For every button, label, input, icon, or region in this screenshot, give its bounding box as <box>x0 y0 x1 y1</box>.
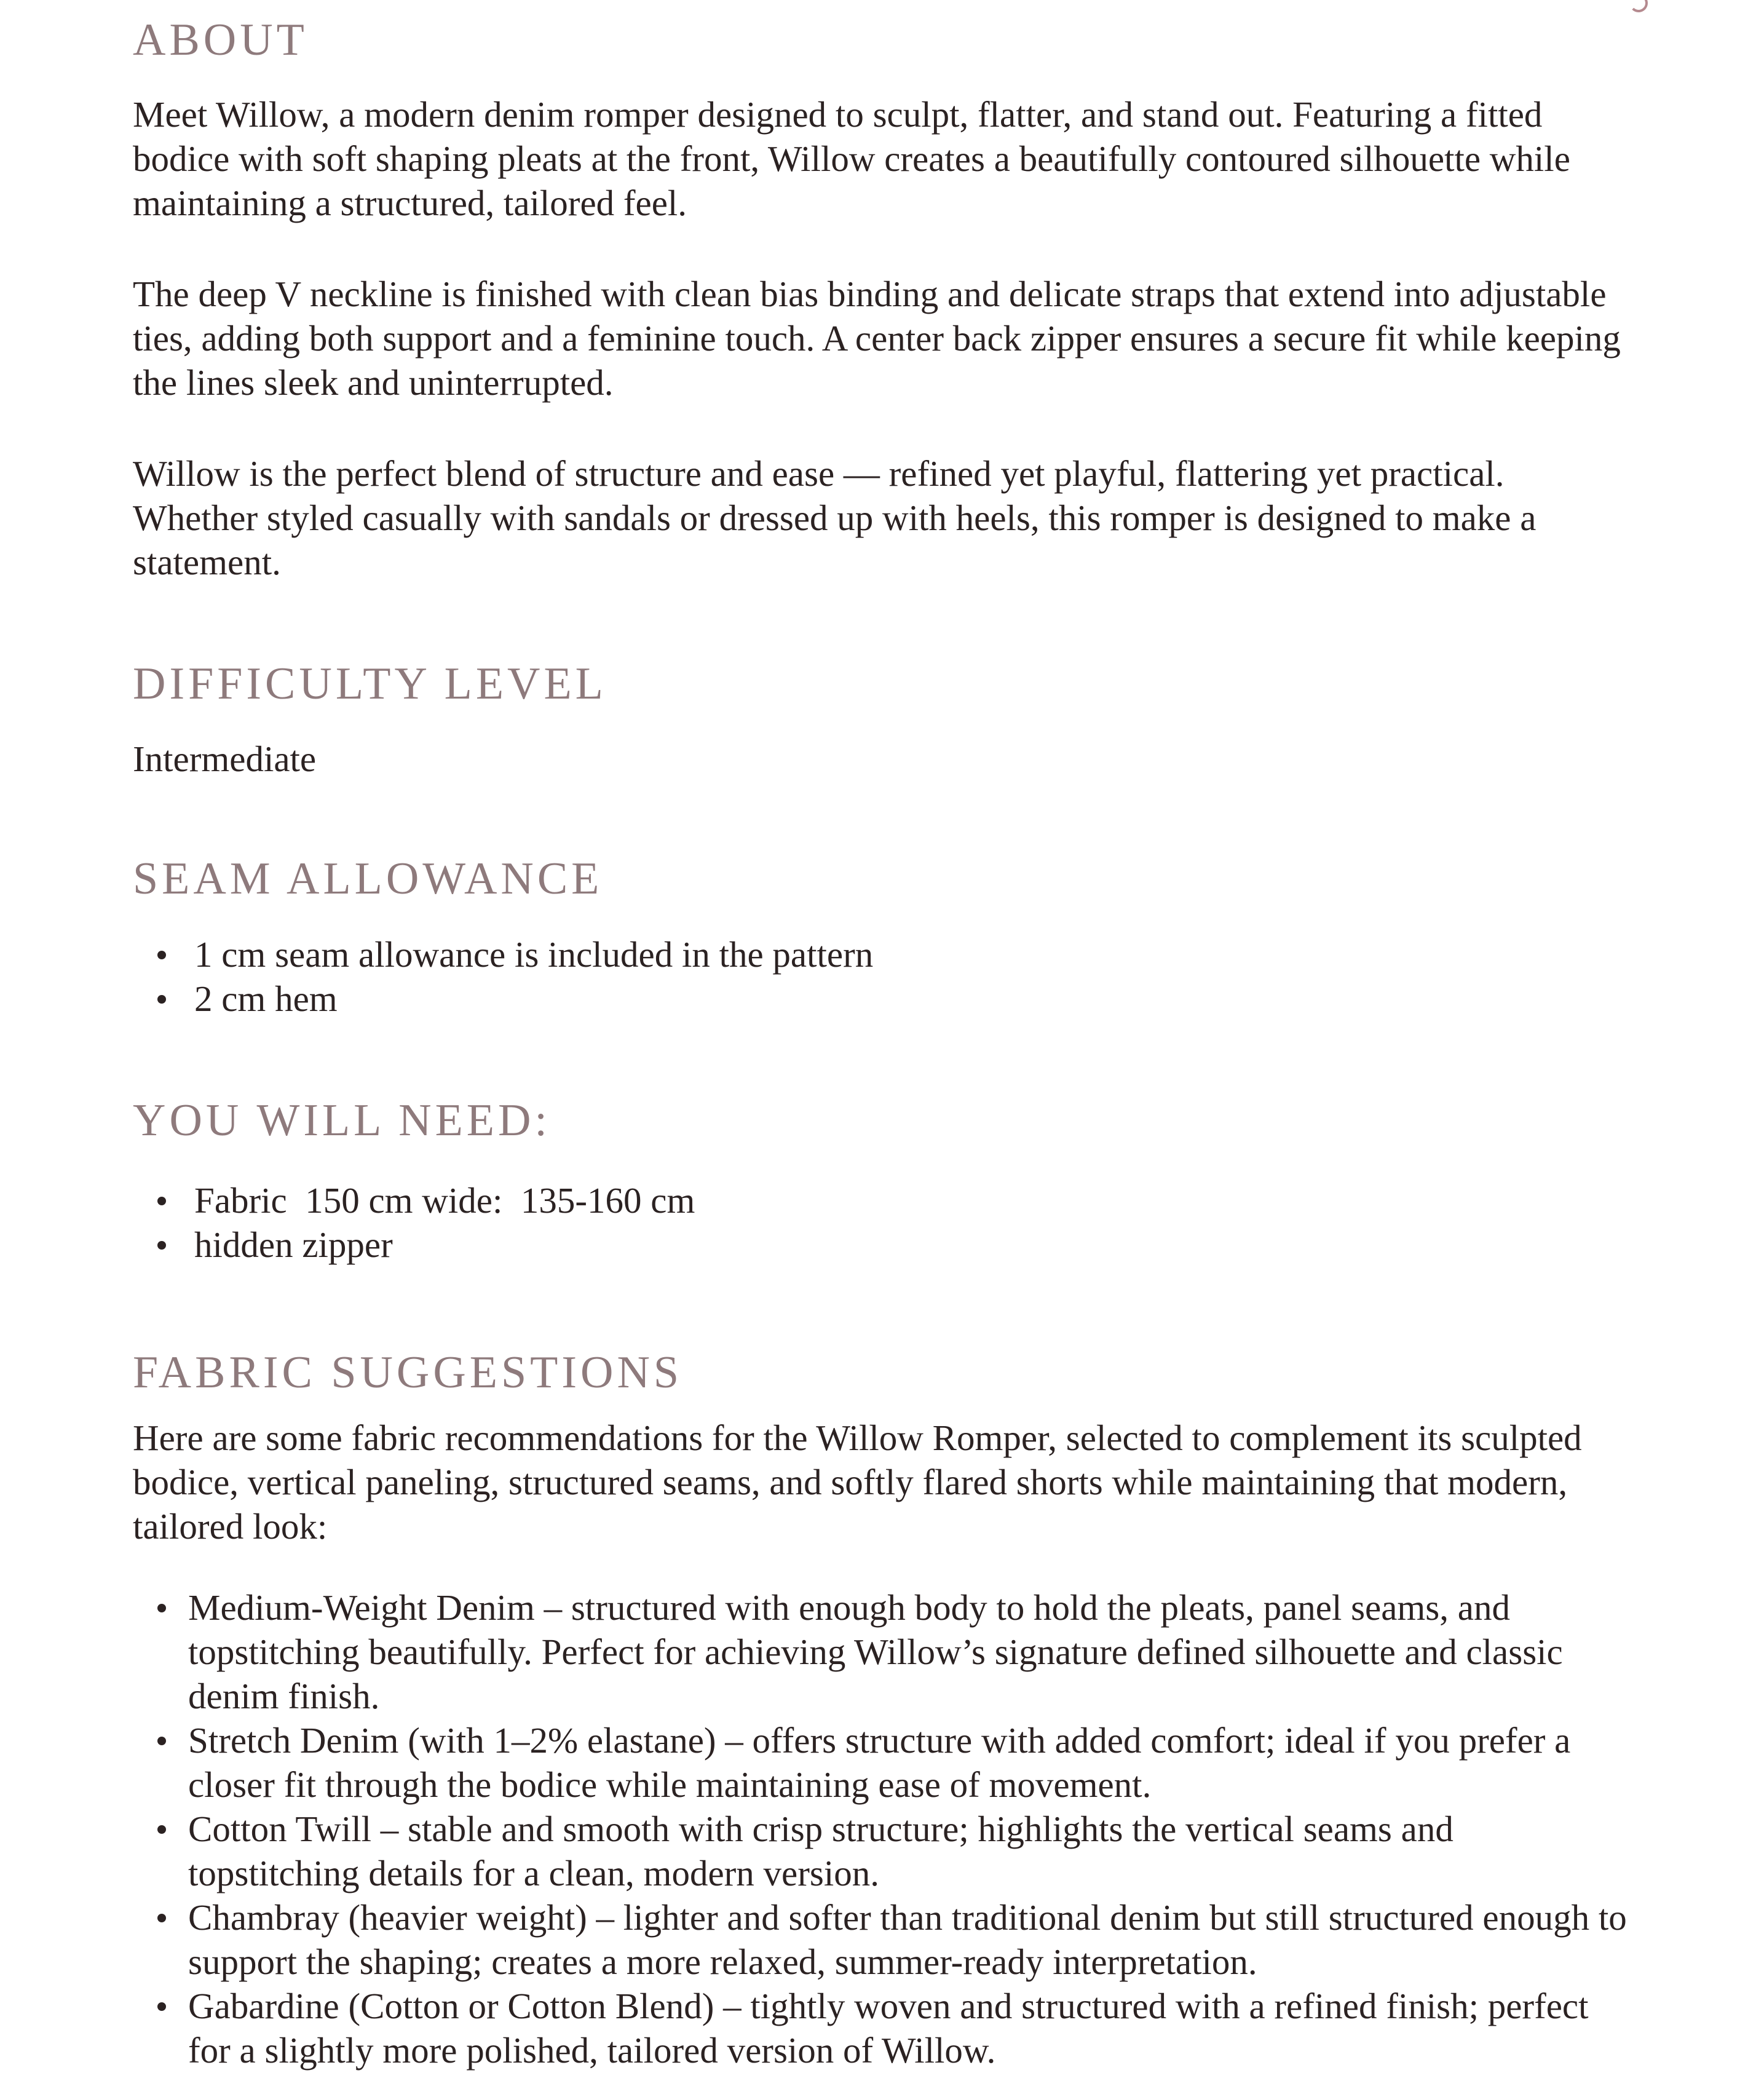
about-paragraph-3: Willow is the perfect blend of structure and ease — refined yet playful, flattering yet practical. Whether styled casually with sandals or dressed up with heels, this romper is designed to make a statement. <box>133 453 1537 582</box>
list-item: hidden zipper <box>133 1223 695 1267</box>
you-will-need-list <box>133 1178 695 1267</box>
about-paragraph-2: The deep V neckline is finished with clean bias binding and delicate straps that extend into adjustable ties, adding both support and a feminine touch. A center back zipper ensures a secure fit while keeping the lines sleek and uninterrupted. <box>133 274 1621 403</box>
about-paragraph-1: Meet Willow, a modern denim romper designed to sculpt, flatter, and stand out. Featuring a fitted bodice with soft shaping pleats at the front, Willow creates a beautifully contoured silhouette while maintaining a structured, tailored feel. <box>133 94 1570 223</box>
difficulty-value: Intermediate <box>133 739 317 779</box>
seam-allowance-list <box>133 932 873 1021</box>
fabric-suggestions-heading: FABRIC SUGGESTIONS <box>133 1347 683 1398</box>
list-item: Fabric 150 cm wide: 135-160 cm <box>133 1178 695 1223</box>
list-item: 2 cm hem <box>133 977 873 1021</box>
fabric-suggestions-list <box>133 1585 1633 2072</box>
corner-decoration <box>1629 0 1648 12</box>
list-item: Stretch Denim (with 1–2% elastane) – offers structure with added comfort; ideal if you prefer a closer fit through the bodice while maintaining ease of movement. <box>133 1718 1633 1807</box>
about-heading: ABOUT <box>133 15 308 65</box>
list-item: Cotton Twill – stable and smooth with crisp structure; highlights the vertical seams and topstitching details for a clean, modern version. <box>133 1807 1633 1895</box>
list-item: Medium-Weight Denim – structured with enough body to hold the pleats, panel seams, and topstitching beautifully. Perfect for achieving Willow’s signature defined silhouette and classic denim finish. <box>133 1585 1633 1718</box>
list-item: 1 cm seam allowance is included in the pattern <box>133 932 873 977</box>
difficulty-heading: DIFFICULTY LEVEL <box>133 659 607 709</box>
fabric-suggestions-intro: Here are some fabric recommendations for the Willow Romper, selected to complement its sculpted bodice, vertical paneling, structured seams, and softly flared shorts while maintaining that modern, tailored look: <box>133 1417 1582 1547</box>
list-item: Gabardine (Cotton or Cotton Blend) – tightly woven and structured with a refined finish; perfect for a slightly more polished, tailored version of Willow. <box>133 1984 1633 2072</box>
seam-allowance-heading: SEAM ALLOWANCE <box>133 854 603 904</box>
you-will-need-heading: YOU WILL NEED: <box>133 1095 551 1146</box>
list-item: Chambray (heavier weight) – lighter and softer than traditional denim but still structured enough to support the shaping; creates a more relaxed, summer-ready interpretation. <box>133 1895 1633 1984</box>
